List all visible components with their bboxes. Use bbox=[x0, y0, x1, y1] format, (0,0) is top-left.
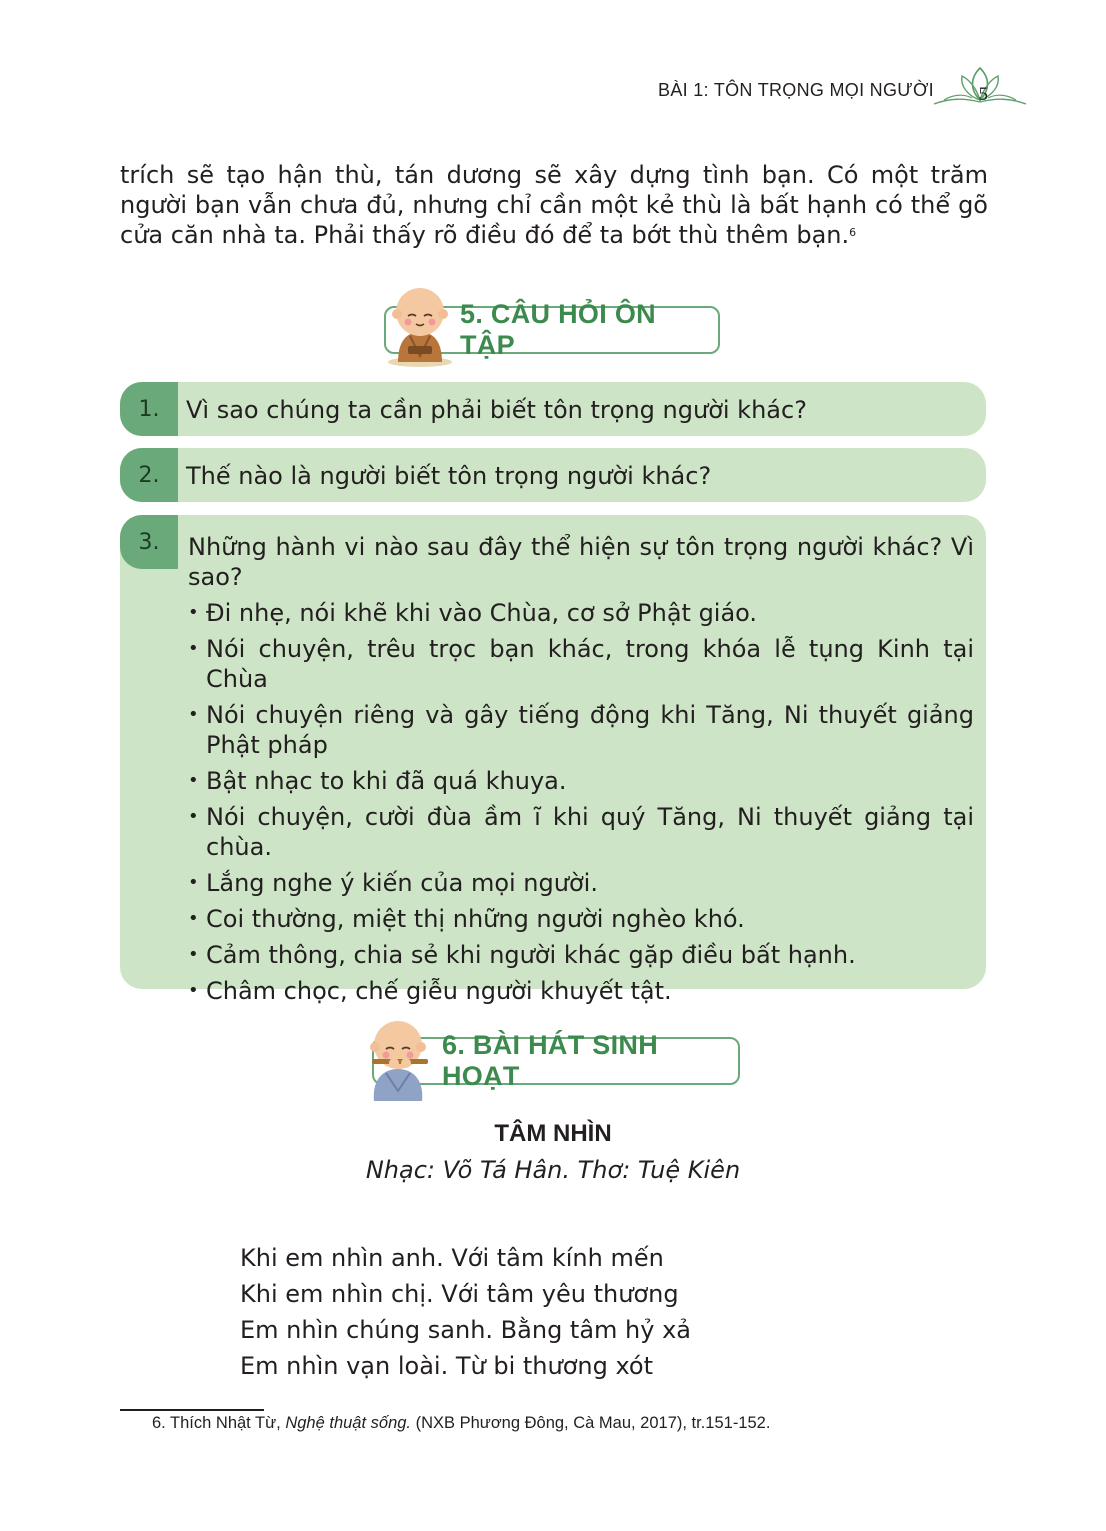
page-number: 5 bbox=[978, 84, 988, 105]
question-number: 3. bbox=[120, 515, 178, 569]
list-item: • Nói chuyện, trêu trọc bạn khác, trong khóa lễ tụng Kinh tại Chùa bbox=[188, 634, 974, 694]
footnote-book: Nghệ thuật sống. bbox=[285, 1414, 412, 1432]
list-item: • Châm chọc, chế giễu người khuyết tật. bbox=[188, 976, 974, 1006]
monk-flute-icon bbox=[364, 1015, 434, 1103]
question-3 bbox=[120, 515, 986, 1005]
list-item: • Đi nhẹ, nói khẽ khi vào Chùa, cơ sở Phật giáo. bbox=[188, 598, 974, 628]
question-2 bbox=[120, 448, 986, 502]
intro-text: trích sẽ tạo hận thù, tán dương sẽ xây dựng tình bạn. Có một trăm người bạn vẫn chưa đủ, nhưng chỉ cần một kẻ thù là bất hạnh có thể gõ cửa căn nhà ta. Phải thấy rõ điều đó để ta bớt thù thêm bạn. bbox=[120, 161, 988, 249]
song-lyrics bbox=[240, 1240, 691, 1384]
lyric-line: Khi em nhìn chị. Với tâm yêu thương bbox=[240, 1280, 679, 1308]
question-text: Thế nào là người biết tôn trọng người khác? bbox=[186, 462, 712, 490]
section-6-title-text: 6. BÀI HÁT SINH HOẠT bbox=[442, 1030, 659, 1091]
question-text: Vì sao chúng ta cần phải biết tôn trọng người khác? bbox=[186, 396, 807, 424]
section-5-title-text: 5. CÂU HỎI ÔN TẬP bbox=[460, 299, 656, 360]
footnote-divider bbox=[120, 1409, 264, 1411]
footnote-prefix: 6. Thích Nhật Từ, bbox=[152, 1414, 286, 1432]
question-text: Những hành vi nào sau đây thể hiện sự tôn trọng người khác? Vì sao? bbox=[188, 533, 974, 591]
question-number: 2. bbox=[120, 448, 178, 502]
song-title: TÂM NHÌN bbox=[494, 1120, 612, 1147]
section-5-heading bbox=[384, 284, 724, 360]
section-6-heading bbox=[364, 1015, 744, 1091]
lyric-line: Khi em nhìn anh. Với tâm kính mến bbox=[240, 1244, 664, 1272]
footnote bbox=[152, 1414, 770, 1433]
list-item: • Coi thường, miệt thị những người nghèo khó. bbox=[188, 904, 974, 934]
list-item: • Nói chuyện, cười đùa ầm ĩ khi quý Tăng, Ni thuyết giảng tại chùa. bbox=[188, 802, 974, 862]
list-item: • Lắng nghe ý kiến của mọi người. bbox=[188, 868, 974, 898]
lyric-line: Em nhìn vạn loài. Từ bi thương xót bbox=[240, 1352, 654, 1380]
question-number: 1. bbox=[120, 382, 178, 436]
lesson-title: BÀI 1: TÔN TRỌNG MỌI NGƯỜI bbox=[658, 80, 934, 100]
question-1 bbox=[120, 382, 986, 436]
behavior-list bbox=[188, 598, 974, 1006]
question-3-body bbox=[188, 532, 974, 1012]
song-credit: Nhạc: Võ Tá Hân. Thơ: Tuệ Kiên bbox=[365, 1156, 741, 1184]
footnote-ref: 6 bbox=[849, 226, 857, 239]
monk-reading-icon bbox=[384, 284, 454, 368]
list-item: • Cảm thông, chia sẻ khi người khác gặp điều bất hạnh. bbox=[188, 940, 974, 970]
intro-paragraph bbox=[120, 160, 988, 250]
list-item: • Bật nhạc to khi đã quá khuya. bbox=[188, 766, 974, 796]
lyric-line: Em nhìn chúng sanh. Bằng tâm hỷ xả bbox=[240, 1316, 692, 1344]
list-item: • Nói chuyện riêng và gây tiếng động khi Tăng, Ni thuyết giảng Phật pháp bbox=[188, 700, 974, 760]
footnote-suffix: (NXB Phương Đông, Cà Mau, 2017), tr.151-152. bbox=[411, 1414, 771, 1432]
